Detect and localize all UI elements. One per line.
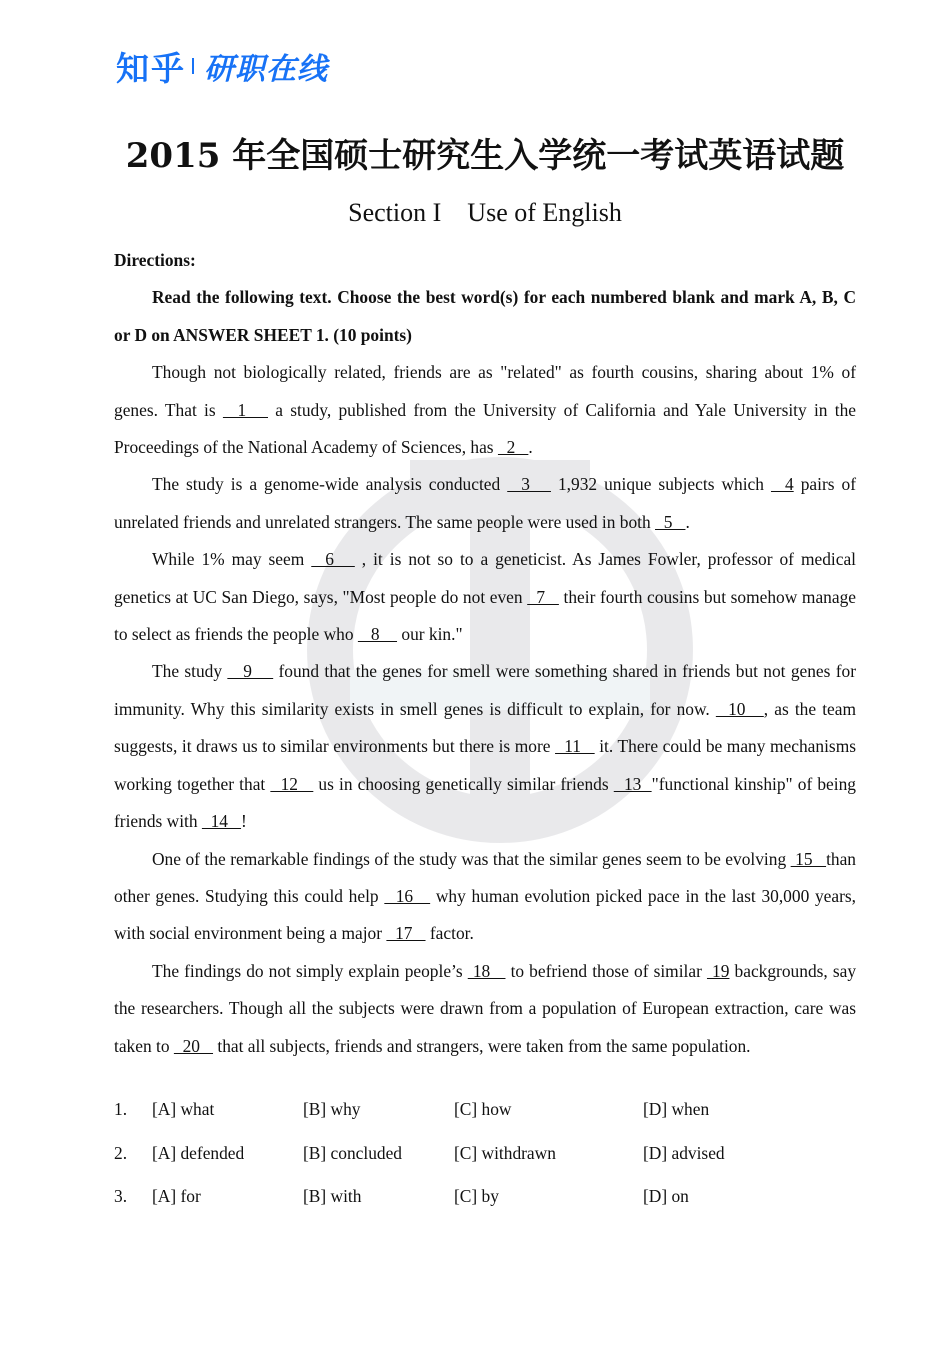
blank-2: 2	[497, 437, 529, 458]
option-a: [A] defended	[152, 1142, 245, 1163]
section-name: Section I	[348, 198, 442, 227]
question-row	[114, 1186, 856, 1230]
blank-9: 9	[227, 661, 274, 682]
option-d: [D] advised	[643, 1142, 725, 1163]
blank-13: 13	[613, 773, 652, 794]
option-b: [B] concluded	[303, 1142, 402, 1163]
blank-4: 4	[770, 474, 794, 495]
blank-7: 7	[527, 586, 559, 607]
passage-paragraph-6: The findings do not simply explain people’s 18 to befriend those of similar 19 backgrounds, say the researchers. Though all the subjects were drawn from a population of European extraction, care was taken to 20 that all subjects, friends and strangers, were taken from the same population.	[114, 960, 857, 1056]
question-row	[114, 1143, 856, 1187]
blank-19: 19	[706, 960, 730, 981]
logo-zhihu-text: 知乎	[116, 48, 186, 88]
option-b: [B] why	[303, 1099, 361, 1119]
question-options	[114, 1099, 856, 1230]
passage-paragraph-3: While 1% may seem 6 , it is not so to a geneticist. As James Fowler, professor of medical genetics at UC San Diego, says, "Most people do not even 7 their fourth cousins but somehow manage to select as friends the people who 8 our kin."	[114, 549, 856, 645]
blank-8: 8	[357, 624, 398, 645]
blank-17: 17	[386, 923, 426, 944]
logo-brand-text: 研职在线	[204, 52, 328, 87]
passage-paragraph-1: Though not biologically related, friends are as "related" as fourth cousins, sharing about 1% of genes. That is 1 a study, published from the University of California and Yale University in the Proceedings of the National Academy of Sciences, has 2 .	[114, 362, 857, 458]
blank-3: 3	[507, 474, 551, 495]
directions-text: Read the following text. Choose the best word(s) for each numbered blank and mark A, B, C or D on ANSWER SHEET 1. (10 points)	[114, 287, 856, 345]
blank-1: 1	[222, 399, 268, 420]
page-title: 2015 年全国硕士研究生入学统一考试英语试题	[125, 136, 845, 176]
option-d: [D] on	[643, 1186, 689, 1206]
question-number: 1.	[114, 1099, 128, 1119]
question-number: 2.	[114, 1142, 128, 1163]
option-b: [B] with	[303, 1186, 362, 1206]
blank-14: 14	[201, 811, 242, 832]
blank-6: 6	[311, 549, 355, 570]
blank-11: 11	[555, 736, 595, 757]
question-row	[114, 1099, 856, 1143]
option-a: [A] what	[152, 1099, 215, 1119]
blank-18: 18	[467, 960, 506, 981]
passage-paragraph-5: One of the remarkable findings of the study was that the similar genes seem to be evolving 15 than other genes. Studying this could help 16 why human evolution picked pace in the last 30,000 years, with social environment being a major 17 factor.	[114, 848, 857, 944]
section-subtitle: Use of English	[467, 198, 622, 227]
passage-paragraph-4: The study 9 found that the genes for smell were something shared in friends but not genes for immunity. Why this similarity exists in smell genes is difficult to explain, for now. 10 , as the team suggests, it draws us to similar environments but there is more 11 it. There could be many mechanisms working together that 12 us in choosing genetically similar friends 13 "functional kinship" of being friends with 14 !	[114, 661, 856, 832]
passage-paragraph-2: The study is a genome-wide analysis conducted 3 1,932 unique subjects which 4 pairs of unrelated friends and unrelated strangers. The same people were used in both 5 .	[114, 474, 856, 532]
directions-label: Directions:	[114, 250, 196, 270]
blank-16: 16	[384, 885, 431, 906]
option-a: [A] for	[152, 1186, 201, 1206]
zhihu-logo	[116, 44, 328, 88]
question-number: 3.	[114, 1186, 128, 1206]
section-heading	[0, 198, 950, 228]
option-c: [C] how	[454, 1099, 512, 1119]
document-body	[114, 242, 856, 1065]
blank-15: 15	[790, 848, 827, 869]
option-c: [C] by	[454, 1186, 499, 1206]
blank-10: 10	[715, 698, 764, 719]
blank-12: 12	[270, 773, 314, 794]
blank-20: 20	[173, 1035, 214, 1056]
blank-5: 5	[655, 511, 686, 532]
logo-divider	[192, 58, 194, 74]
option-c: [C] withdrawn	[454, 1142, 556, 1163]
option-d: [D] when	[643, 1099, 710, 1119]
